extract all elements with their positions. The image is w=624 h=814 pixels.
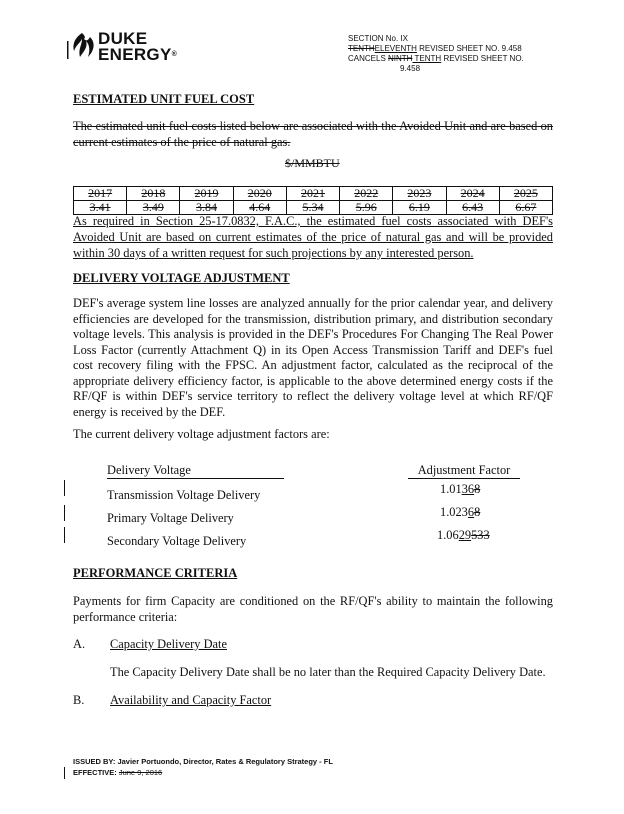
delivery-voltage-paragraph: DEF's average system line losses are analyzed annually for the prior calendar year, and delivery efficiencies are developed for the transmission, distribution primary, and distribution secondary voltage levels. This analysis is provided in the DEF's Procedures For Changing The Real Power Loss Factor (currently Attachment Q) in its Open Access Transmission Tariff and DEF's fuel cost recovery filing with the FPSC. An adjustment factor, calculated as the reciprocal of the appropriate delivery efficiency factor, is applicable to the above determined energy costs if the RF/QF is within DEF's service territory to reflect the delivery voltage level at which RF/QF energy is received by the DEF. — [73, 296, 553, 419]
factor-transmission: 1.01368 — [440, 482, 481, 496]
logo-text-energy: ENERGY — [98, 45, 172, 64]
value-cell: 6.43 — [446, 201, 499, 215]
fuel-cost-new-paragraph: As required in Section 25-17.0832, F.A.C., the estimated fuel costs associated with DEF's Avoided Unit are based on current estimates of the price of natural gas and will be provided within 30 days of a written request for such projections by any interested person. — [73, 214, 553, 260]
factor-primary: 1.02368 — [440, 505, 481, 519]
value-cell: 3.49 — [127, 201, 180, 215]
effective-line: EFFECTIVE: June 9, 2016 — [73, 768, 163, 777]
item-b-letter: B. — [73, 693, 85, 707]
year-cell: 2021 — [286, 187, 339, 201]
item-a-text: The Capacity Delivery Date shall be no later than the Required Capacity Delivery Date. — [110, 665, 546, 679]
year-cell: 2025 — [499, 187, 552, 201]
value-cell: 5.96 — [340, 201, 393, 215]
col-header-adjustment-factor: Adjustment Factor — [408, 463, 520, 479]
revision-bar — [64, 767, 65, 779]
flame-icon — [66, 31, 100, 61]
year-cell: 2017 — [74, 187, 127, 201]
year-cell: 2018 — [127, 187, 180, 201]
value-cell: 3.84 — [180, 201, 233, 215]
voltage-label-primary: Primary Voltage Delivery — [107, 511, 234, 525]
value-cell: 5.34 — [286, 201, 339, 215]
logo-text-duke: DUKE — [98, 29, 148, 48]
year-cell: 2023 — [393, 187, 446, 201]
adjustment-intro: The current delivery voltage adjustment factors are: — [73, 427, 330, 441]
cancels-number: 9.458 — [400, 64, 421, 73]
year-cell: 2024 — [446, 187, 499, 201]
performance-heading: PERFORMANCE CRITERIA — [73, 566, 238, 580]
revision-bar — [64, 505, 65, 521]
factor-secondary: 1.0629533 — [437, 528, 490, 542]
value-cell: 3.41 — [74, 201, 127, 215]
table-row-years — [74, 187, 553, 201]
year-cell: 2022 — [340, 187, 393, 201]
performance-paragraph: Payments for firm Capacity are conditioned on the RF/QF's ability to maintain the following performance criteria: — [73, 594, 553, 624]
section-number: SECTION No. IX — [348, 34, 409, 43]
fuel-cost-table — [73, 186, 553, 215]
col-header-delivery-voltage: Delivery Voltage — [107, 463, 284, 479]
value-cell: 6.67 — [499, 201, 552, 215]
item-a-letter: A. — [73, 637, 86, 651]
issued-by: ISSUED BY: Javier Portuondo, Director, Rates & Regulatory Strategy - FL — [73, 757, 333, 766]
sheet-number: TENTHELEVENTH REVISED SHEET NO. 9.458 — [348, 44, 522, 53]
delivery-voltage-heading: DELIVERY VOLTAGE ADJUSTMENT — [73, 271, 290, 285]
item-b-title: Availability and Capacity Factor — [110, 693, 272, 707]
revision-bar — [64, 527, 65, 543]
cancels-line: CANCELS NINTH TENTH REVISED SHEET NO. — [348, 54, 524, 63]
revision-bar — [64, 480, 65, 496]
registered-mark: ® — [171, 51, 178, 58]
value-cell: 6.19 — [393, 201, 446, 215]
struck-fuel-paragraph: The estimated unit fuel costs listed below are associated with the Avoided Unit and are based on current estimates of the price of natural gas. — [73, 119, 553, 149]
sheet-info — [348, 34, 568, 74]
voltage-label-transmission: Transmission Voltage Delivery — [107, 488, 261, 502]
value-cell: 4.64 — [233, 201, 286, 215]
voltage-label-secondary: Secondary Voltage Delivery — [107, 534, 247, 548]
year-cell: 2019 — [180, 187, 233, 201]
unit-label: $/MMBTU — [285, 156, 340, 170]
year-cell: 2020 — [233, 187, 286, 201]
fuel-cost-heading: ESTIMATED UNIT FUEL COST — [73, 92, 255, 106]
item-a-title: Capacity Delivery Date — [110, 637, 227, 651]
